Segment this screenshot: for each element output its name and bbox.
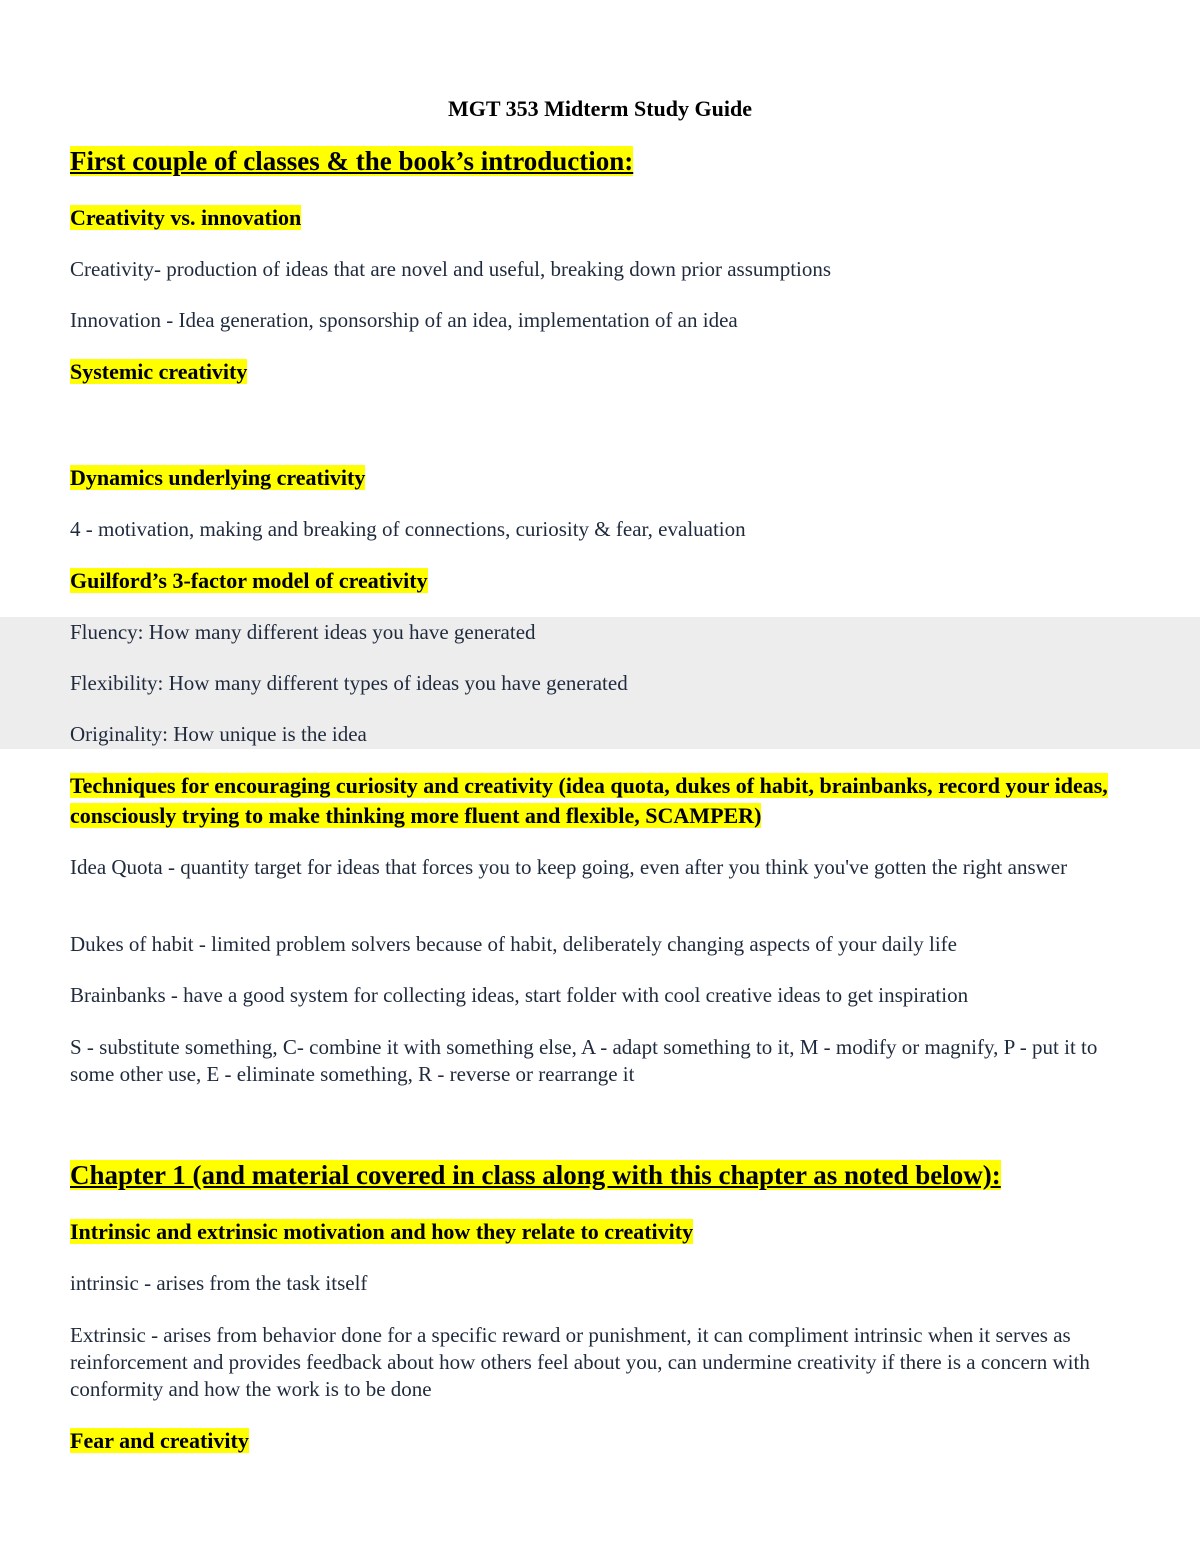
systemic-creativity-heading: Systemic creativity xyxy=(70,359,248,384)
flexibility-text: Flexibility: How many different types of ideas you have generated xyxy=(70,671,628,695)
brainbanks-text: Brainbanks - have a good system for collecting ideas, start folder with cool creative ideas to get inspiration xyxy=(70,983,969,1007)
dynamics-heading: Dynamics underlying creativity xyxy=(70,465,366,490)
motivation-heading: Intrinsic and extrinsic motivation and how they relate to creativity xyxy=(70,1219,694,1244)
creativity-definition: Creativity- production of ideas that are novel and useful, breaking down prior assumptions xyxy=(70,257,832,281)
creativity-vs-innovation-heading: Creativity vs. innovation xyxy=(70,205,302,230)
innovation-definition: Innovation - Idea generation, sponsorship of an idea, implementation of an idea xyxy=(70,308,738,332)
guilford-heading: Guilford’s 3-factor model of creativity xyxy=(70,568,428,593)
scamper-text: S - substitute something, C- combine it with something else, A - adapt something to it, M - modify or magnify, P - put it to some other use, E - eliminate something, R - reverse or rearrange it xyxy=(70,1035,1098,1086)
chapter1-heading: Chapter 1 (and material covered in class along with this chapter as noted below): xyxy=(70,1160,1001,1190)
fear-heading: Fear and creativity xyxy=(70,1428,249,1453)
intrinsic-text: intrinsic - arises from the task itself xyxy=(70,1271,368,1295)
dukes-of-habit-text: Dukes of habit - limited problem solvers because of habit, deliberately changing aspects of your daily life xyxy=(70,932,957,956)
intro-heading: First couple of classes & the book’s introduction: xyxy=(70,146,634,176)
fluency-text: Fluency: How many different ideas you have generated xyxy=(70,620,536,644)
techniques-heading: Techniques for encouraging curiosity and creativity (idea quota, dukes of habit, brainbanks, record your ideas, consciously trying to make thinking more fluent and flexible, SCAMPER) xyxy=(70,773,1108,828)
originality-text: Originality: How unique is the idea xyxy=(70,722,367,746)
extrinsic-text: Extrinsic - arises from behavior done for a specific reward or punishment, it can compliment intrinsic when it serves as reinforcement and provides feedback about how others feel about you, can undermine creativity if there is a concern with conformity and how the work is to be done xyxy=(70,1323,1090,1401)
idea-quota-text: Idea Quota - quantity target for ideas that forces you to keep going, even after you think you've gotten the right answer xyxy=(70,855,1068,879)
page-title: MGT 353 Midterm Study Guide xyxy=(448,96,752,121)
dynamics-text: 4 - motivation, making and breaking of connections, curiosity & fear, evaluation xyxy=(70,517,746,541)
